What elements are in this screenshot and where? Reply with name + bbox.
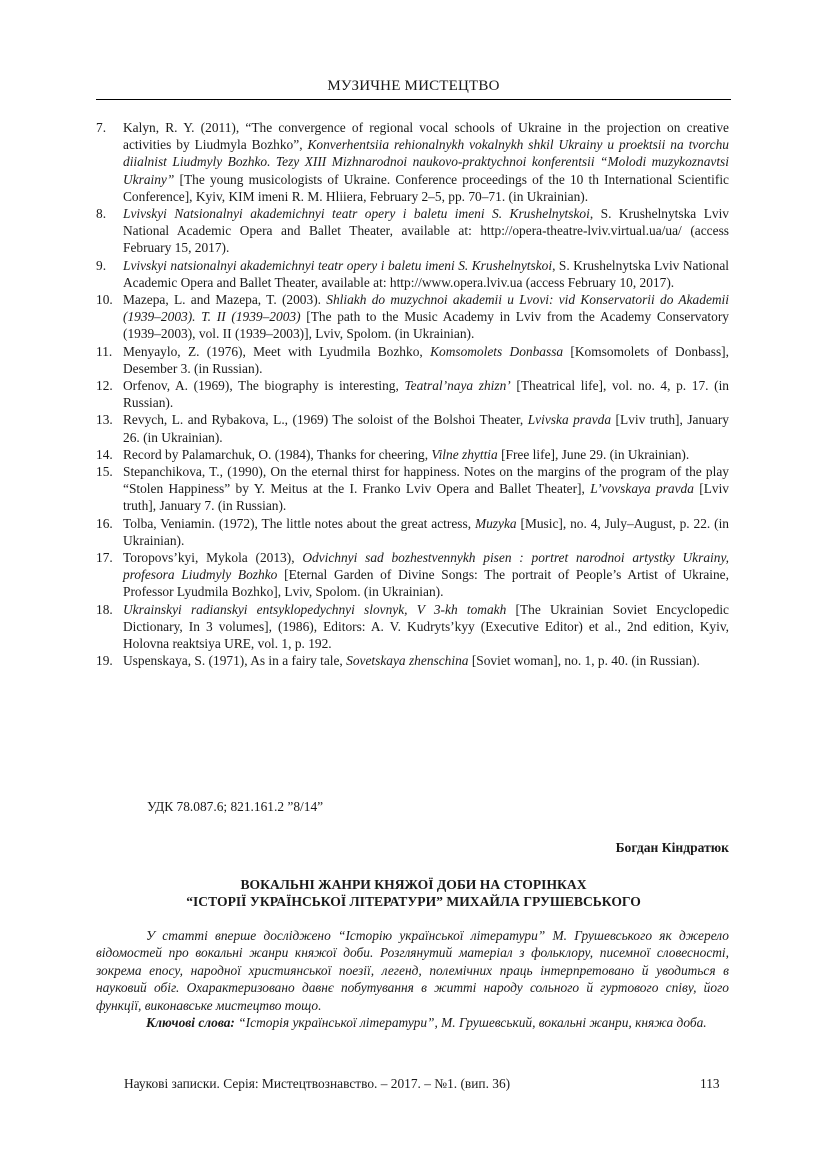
reference-text: Toropovs’kyi, Mykola (2013),: [123, 550, 303, 566]
reference-text: Stepanchikova, T., (1990), On the eternal thirst for happiness. Notes on the margins of the program of the play “Stolen Happiness” by Y. Meitus at the I. Franko Lviv Opera and Ballet Theater],: [123, 464, 729, 497]
reference-text: Uspenskaya, S. (1971), As in a fairy tale,: [123, 653, 347, 669]
reference-source-title: Ukrainskyi radianskyi entsyklopedychnyi slovnyk, V 3-kh tomakh: [123, 601, 507, 617]
reference-item: [96, 119, 729, 205]
reference-number: 11.: [96, 343, 113, 359]
reference-item: [96, 463, 729, 515]
reference-text: [Komsomolets of Donbass], Desember 3. (in Russian).: [123, 343, 729, 376]
reference-text: Orfenov, A. (1969), The biography is interesting,: [123, 378, 405, 394]
reference-text: [Theatrical life], vol. no. 4, p. 17. (in Russian).: [123, 378, 729, 411]
reference-number: 19.: [96, 653, 113, 669]
reference-source-title: Teatral’naya zhizn’: [404, 378, 511, 394]
reference-number: 16.: [96, 515, 113, 531]
reference-number: 12.: [96, 378, 113, 394]
reference-text: Kalyn, R. Y. (2011), “The convergence of regional vocal schools of Ukraine in the projection on creative activities by Liudmyla Bozhko”,: [123, 120, 729, 153]
abstract: [96, 927, 729, 1031]
reference-text: [The Ukrainian Soviet Encyclopedic Dictionary, In 3 volumes], (1986), Editors: A. V. Kudryts’kyy (Executive Editor) et al., 2nd edition, Kyiv, Holovna reaktsiya URE, vol. 1, p. 192.: [123, 601, 729, 652]
reference-text: [The young musicologists of Ukraine. Conference proceedings of the 10 th International Scientific Conference], Kyiv, KIM imeni R. M. Hliiera, February 2–5, pp. 70–71. (in Ukrainian).: [123, 171, 729, 204]
reference-source-title: Komsomolets Donbassa: [430, 343, 564, 359]
reference-item: [96, 446, 729, 463]
reference-number: 9.: [96, 257, 107, 273]
reference-source-title: Vilne zhyttia: [431, 446, 498, 462]
reference-item: [96, 515, 729, 549]
reference-source-title: Lvivskyi Natsionalnyi akademichnyi teatr opery i baletu imeni S. Krushelnytskoi: [123, 206, 590, 222]
reference-text: Revych, L. and Rybakova, L., (1969) The soloist of the Bolshoi Theater,: [123, 412, 528, 428]
reference-number: 13.: [96, 412, 113, 428]
reference-item: [96, 411, 729, 445]
header-rule: [96, 99, 731, 100]
reference-item: [96, 549, 729, 601]
reference-source-title: Lvivska pravda: [527, 412, 612, 428]
article-title: [96, 876, 731, 910]
reference-number: 17.: [96, 550, 113, 566]
abstract-text: У статті вперше досліджено “Історію української літератури” М. Грушевського як джерело відомостей про вокальні жанри княжої доби. Розглянутий матеріал з фольклору, писемної словесності, зокрема епосу, народної християнської поезії, легенд, полемічних праць інтерпретовано й уводиться в науковий обіг. Охарактеризовано давнє побутування в житті народу сольного й гуртового співу, його функції, виконавське мистецтво тощо.: [96, 928, 729, 1013]
reference-source-title: Konverhentsiia rehionalnykh vokalnykh shkil Ukrainy u proektsii na tvorchu diialnist Liudmyly Bozhko. Tezy XIII Mizhnarodnoi naukovo-praktychnoi konferentsii “Molodi muzykoznavtsi Ukrainy”: [123, 137, 729, 187]
reference-number: 14.: [96, 446, 113, 462]
reference-number: 18.: [96, 601, 113, 617]
reference-text: [Lviv truth], January 26. (in Ukrainian).: [123, 412, 729, 445]
reference-text: , S. Krushelnytska Lviv National Academic Opera and Ballet Theater, available at: http://www.opera.lviv.ua (access February 10, 2017).: [123, 257, 729, 290]
reference-text: [The path to the Music Academy in Lviv from the Academy Conservatory (1939–2003), vol. II (1939–2003)], Lviv, Spolom. (in Ukrainian).: [123, 309, 729, 342]
article-title-line-1: ВОКАЛЬНІ ЖАНРИ КНЯЖОЇ ДОБИ НА СТОРІНКАХ: [240, 877, 587, 892]
reference-text: Tolba, Veniamin. (1972), The little notes about the great actress,: [123, 515, 475, 531]
reference-text: [Soviet woman], no. 1, p. 40. (in Russian).: [468, 653, 700, 669]
reference-list: [96, 119, 729, 670]
reference-item: [96, 205, 729, 257]
reference-number: 10.: [96, 292, 113, 308]
reference-text: Menyaylo, Z. (1976), Meet with Lyudmila Bozhko,: [123, 343, 431, 359]
reference-item: [96, 601, 729, 653]
reference-item: [96, 652, 729, 669]
running-head: МУЗИЧНЕ МИСТЕЦТВО: [327, 78, 500, 94]
reference-source-title: Sovetskaya zhenschina: [346, 653, 469, 669]
reference-source-title: Muzyka: [474, 515, 517, 531]
reference-number: 15.: [96, 464, 113, 480]
reference-item: [96, 377, 729, 411]
reference-number: 8.: [96, 206, 107, 222]
reference-text: [Music], no. 4, July–August, p. 22. (in Ukrainian).: [123, 515, 729, 548]
reference-number: 7.: [96, 120, 107, 135]
reference-text: Mazepa, L. and Mazepa, T. (2003).: [123, 292, 327, 308]
keywords-text: “Історія української літератури”, М. Грушевський, вокальні жанри, княжа доба.: [234, 1015, 707, 1031]
reference-item: [96, 257, 729, 291]
page-number: 113: [700, 1076, 720, 1091]
reference-source-title: L’vovskaya pravda: [590, 481, 694, 497]
reference-source-title: Odvichnyi sad bozhestvennykh pisen : portret narodnoi artystky Ukrainy, profesora Liudmyly Bozhko: [123, 550, 729, 583]
reference-text: [Lviv truth], January 7. (in Russian).: [123, 481, 729, 514]
reference-source-title: Shliakh do muzychnoi akademii u Lvovi: vid Konservatorii do Akademii (1939–2003). T. II (1939–2003): [123, 292, 729, 325]
reference-text: , S. Krushelnytska Lviv National Academic Opera and Ballet Theater, available at: http://opera-theatre-lviv.virtual.ua/ua/ (access February 15, 2017).: [123, 206, 729, 256]
author-name: Богдан Кіндратюк: [615, 840, 729, 855]
reference-text: [Eternal Garden of Divine Songs: The portrait of People’s Artist of Ukraine, Professor Lyudmila Bozhko], Lviv, Spolom. (in Ukrainian).: [123, 567, 729, 600]
journal-citation: Наукові записки. Серія: Мистецтвознавство. – 2017. – №1. (вип. 36): [124, 1076, 511, 1091]
reference-item: [96, 291, 729, 343]
udc-code: УДК 78.087.6; 821.161.2 ”8/14”: [147, 799, 324, 814]
article-title-line-2: “ІСТОРІЇ УКРАЇНСЬКОЇ ЛІТЕРАТУРИ” МИХАЙЛА ГРУШЕВСЬКОГО: [186, 894, 641, 909]
reference-text: Record by Palamarchuk, O. (1984), Thanks for cheering,: [123, 446, 432, 462]
reference-source-title: Lvivskyi natsionalnyi akademichnyi teatr opery i baletu imeni S. Krushelnytskoi: [123, 257, 553, 273]
keywords-label: Ключові слова:: [146, 1015, 235, 1031]
reference-item: [96, 343, 729, 377]
reference-text: [Free life], June 29. (in Ukrainian).: [497, 446, 690, 462]
keywords: [96, 1014, 729, 1031]
